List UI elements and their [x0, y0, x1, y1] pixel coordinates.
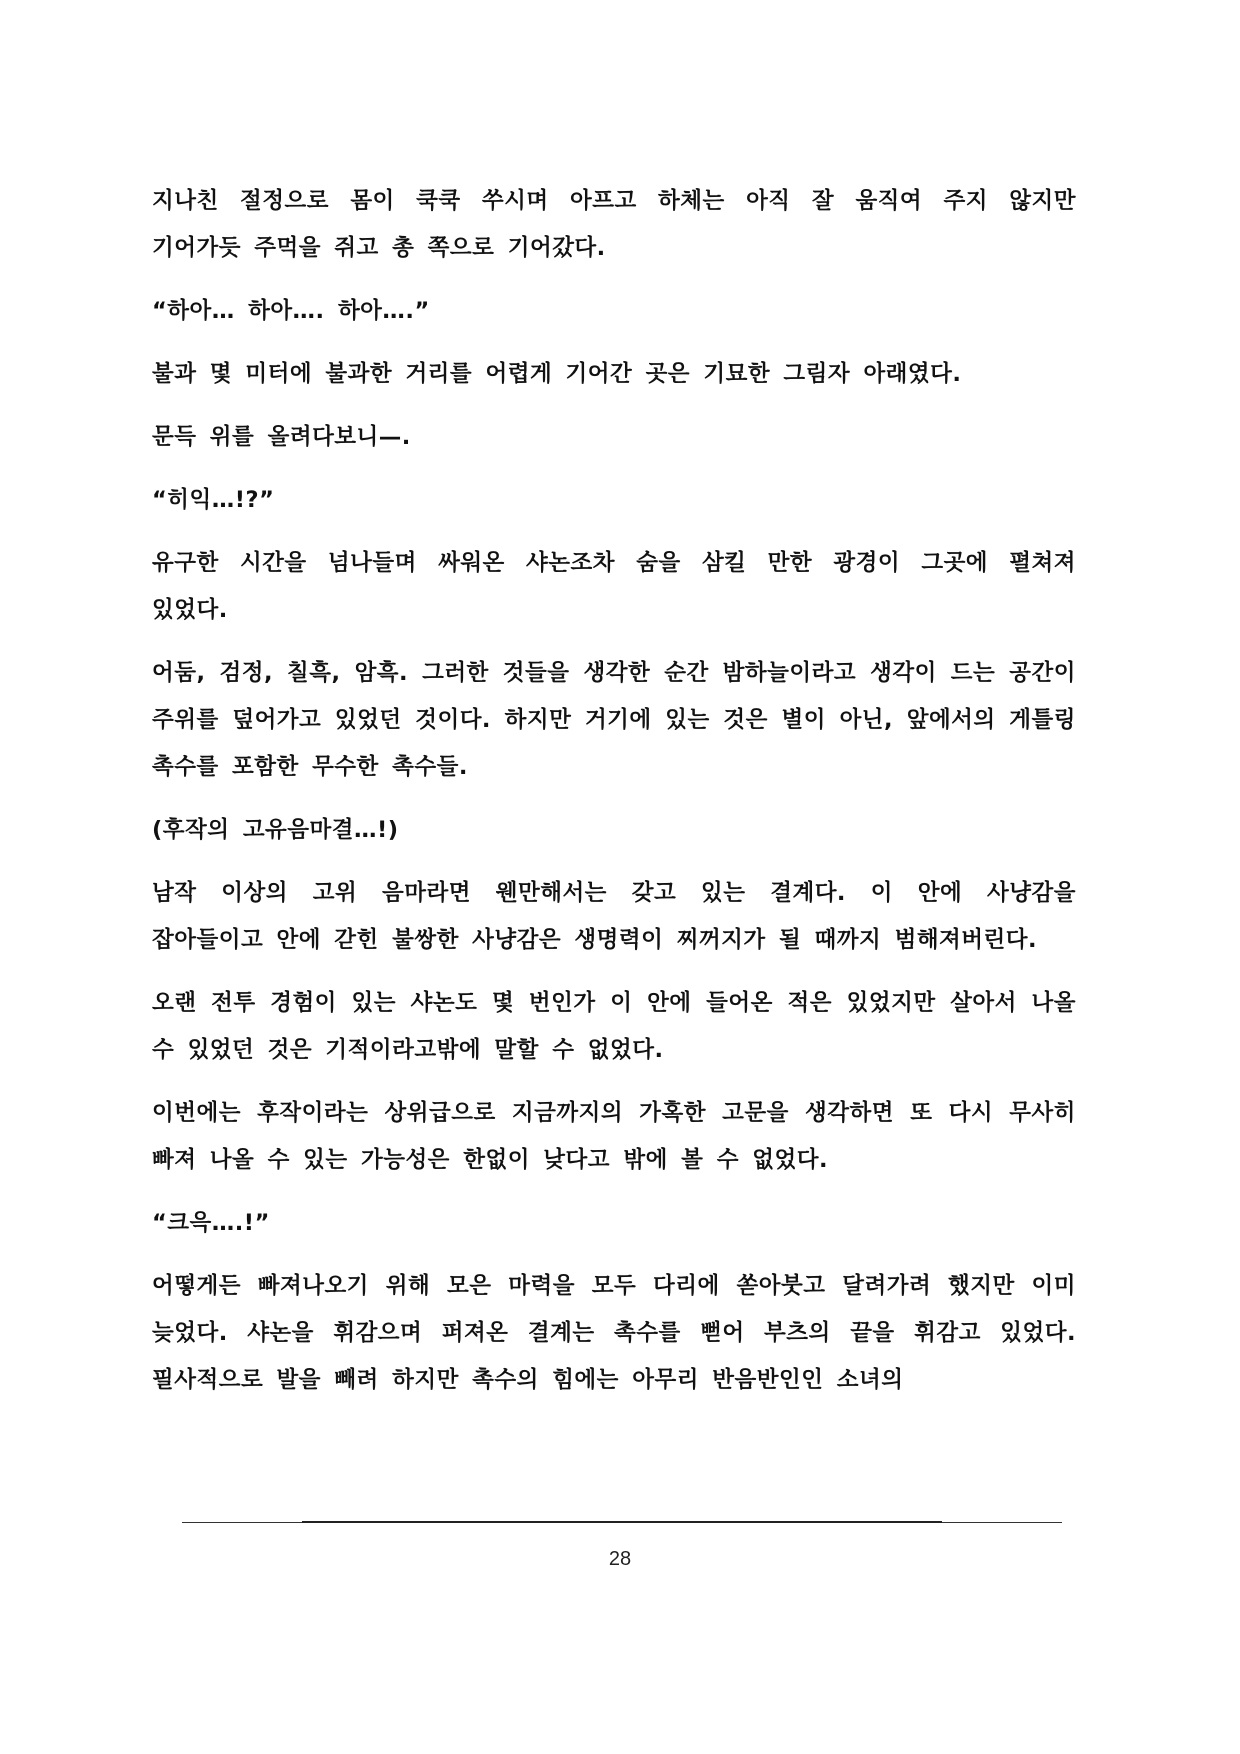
dialogue-line: “하아… 하아…. 하아….” [152, 298, 430, 324]
paragraph: 지나친 절정으로 몸이 쿡쿡 쑤시며 아프고 하체는 아직 잘 움직여 주지 않지만 기어가듯 주먹을 쥐고 총 쪽으로 기어갔다. [152, 188, 1076, 261]
dialogue-line: “히익…!?” [152, 487, 275, 513]
dialogue-line: “크윽….!” [152, 1210, 270, 1236]
page-body [152, 178, 1076, 1420]
paragraph: 남작 이상의 고위 음마라면 웬만해서는 갖고 있는 결계다. 이 안에 사냥감을 잡아들이고 안에 갇힌 불쌍한 사냥감은 생명력이 찌꺼지가 될 때까지 범해져버린다. [152, 880, 1076, 953]
footer-divider-accent [302, 1521, 942, 1523]
inner-thought-line: (후작의 고유음마결…!) [152, 817, 399, 843]
paragraph: 문득 위를 올려다보니—. [152, 424, 411, 450]
paragraph: 불과 몇 미터에 불과한 거리를 어렵게 기어간 곳은 기묘한 그림자 아래였다. [152, 361, 962, 387]
paragraph: 오랜 전투 경험이 있는 샤논도 몇 번인가 이 안에 들어온 적은 있었지만 살아서 나올 수 있었던 것은 기적이라고밖에 말할 수 없었다. [152, 990, 1076, 1063]
paragraph: 어떻게든 빠져나오기 위해 모은 마력을 모두 다리에 쏟아붓고 달려가려 했지만 이미 늦었다. 샤논을 휘감으며 퍼져온 결계는 촉수를 뻗어 부츠의 끝을 휘감고 있었다. 필사적으로 발을 빼려 하지만 촉수의 힘에는 아무리 반음반인인 소녀의 [152, 1273, 1076, 1393]
paragraph: 어둠, 검정, 칠흑, 암흑. 그러한 것들을 생각한 순간 밤하늘이라고 생각이 드는 공간이 주위를 덮어가고 있었던 것이다. 하지만 거기에 있는 것은 별이 아닌, 앞에서의 게틀링 촉수를 포함한 무수한 촉수들. [152, 660, 1076, 780]
paragraph: 유구한 시간을 넘나들며 싸워온 샤논조차 숨을 삼킬 만한 광경이 그곳에 펼쳐져 있었다. [152, 550, 1076, 623]
page-number: 28 [608, 1548, 632, 1570]
paragraph: 이번에는 후작이라는 상위급으로 지금까지의 가혹한 고문을 생각하면 또 다시 무사히 빠져 나올 수 있는 가능성은 한없이 낮다고 밖에 볼 수 없었다. [152, 1100, 1076, 1173]
